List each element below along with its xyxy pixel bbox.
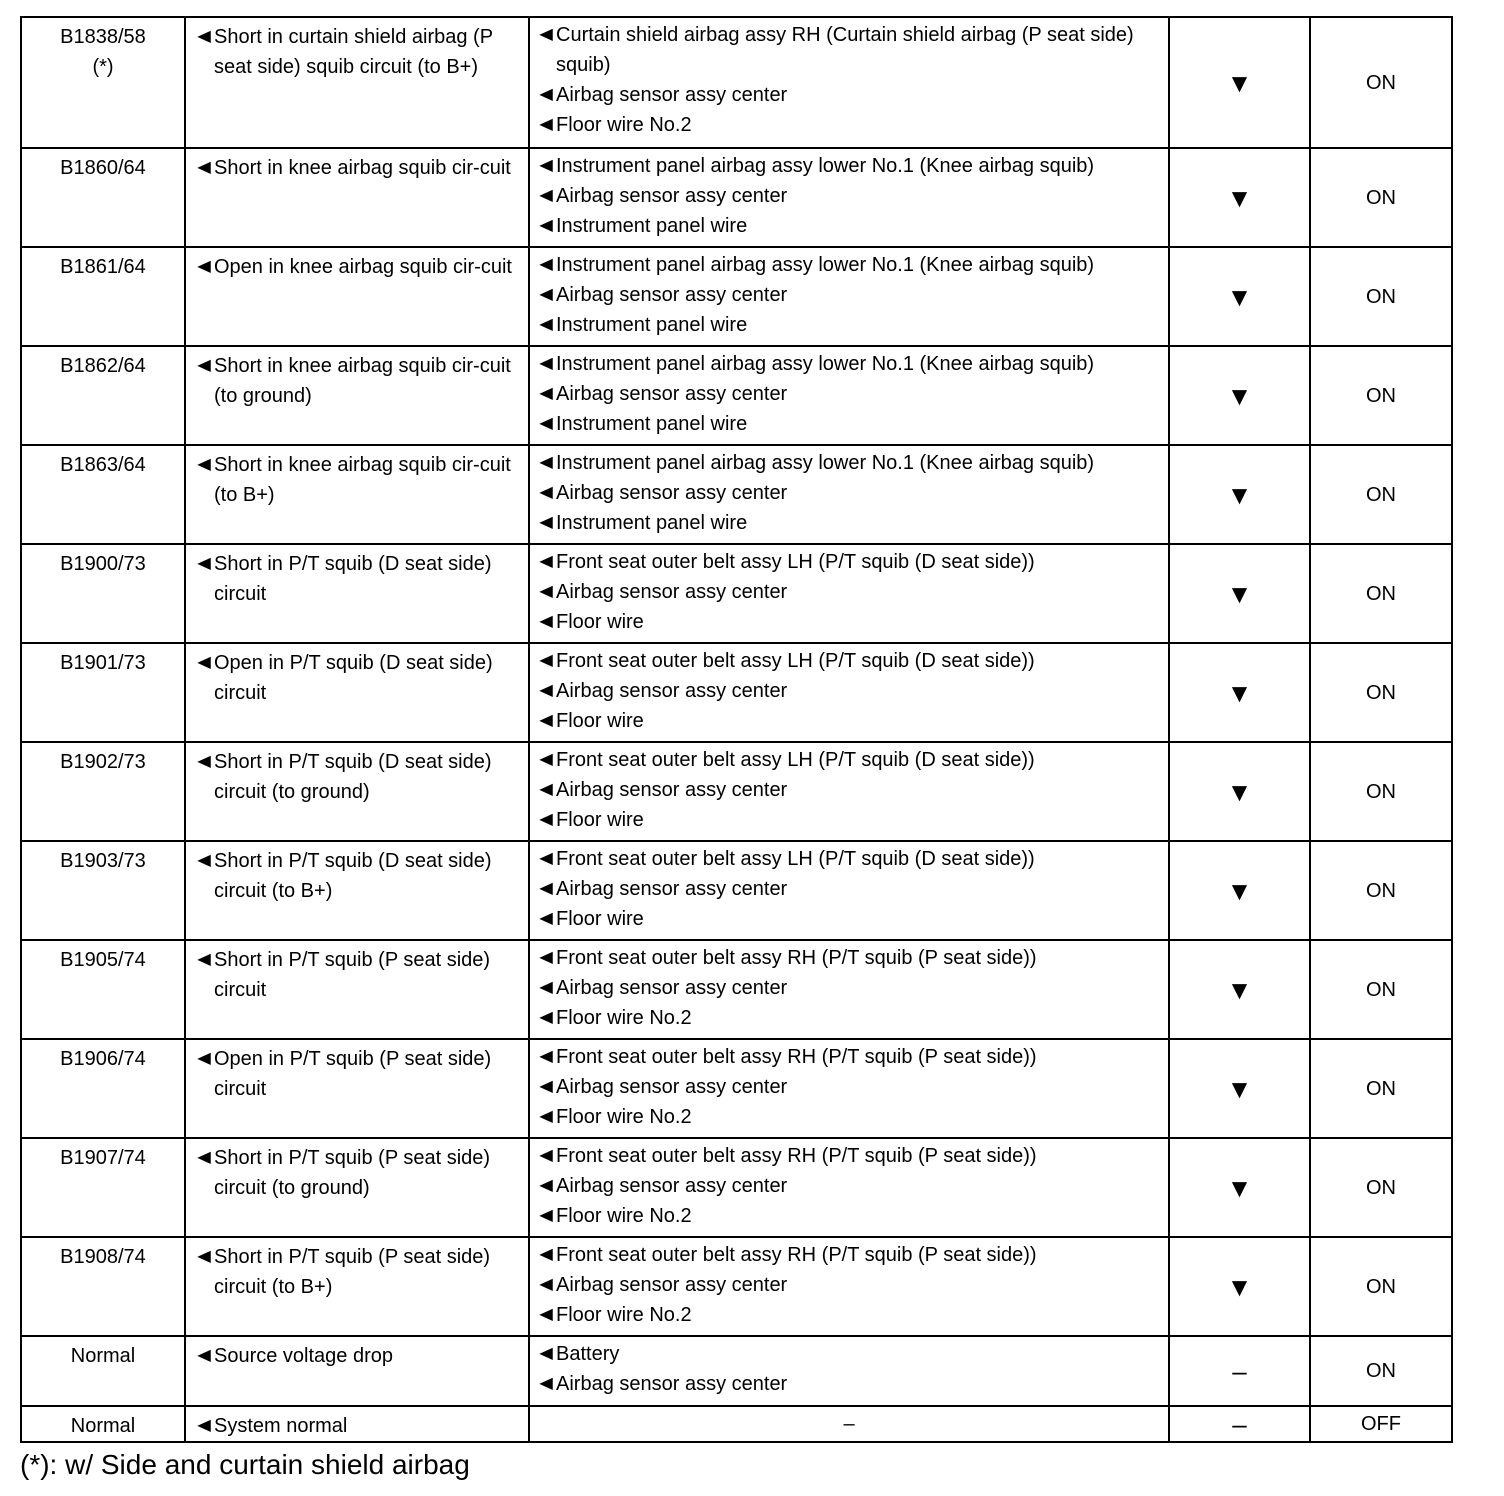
detection-item [198,846,522,906]
dtc-code: B1861/64 [60,256,146,278]
bullet-arrow-icon: ◀ [539,880,553,897]
trouble-area-text: Airbag sensor assy center [556,1373,788,1395]
trouble-area-item [540,250,1164,280]
bullet-arrow-icon: ◀ [539,1375,553,1392]
trouble-area-item [540,676,1164,706]
trouble-area-text: Floor wire No.2 [556,1205,692,1227]
dtc-code-cell [21,17,185,148]
trouble-area-item [540,310,1164,340]
detection-item-cell [185,742,529,841]
bullet-arrow-icon: ◀ [539,187,553,204]
bullet-arrow-icon: ◀ [197,1248,211,1265]
bullet-arrow-icon: ◀ [539,910,553,927]
detection-item-text: Short in P/T squib (D seat side) circuit (to B+) [214,850,492,902]
trouble-area-item [540,844,1164,874]
memory-mark-cell: ▼ [1169,1039,1310,1138]
trouble-area-text: Airbag sensor assy center [556,1175,788,1197]
trouble-area-text: Front seat outer belt assy LH (P/T squib (D seat side)) [556,749,1035,771]
trouble-area-text: Floor wire No.2 [556,114,692,136]
memory-mark-cell: – [1169,1336,1310,1406]
bullet-arrow-icon: ◀ [539,682,553,699]
warning-lamp-cell: ON [1310,841,1452,940]
trouble-area-item [540,1072,1164,1102]
trouble-area-text: Front seat outer belt assy RH (P/T squib (P seat side)) [556,1046,1037,1068]
table-row [21,1138,1452,1237]
detection-item [198,450,522,510]
detection-item [198,1411,522,1441]
trouble-area-item [540,1339,1164,1369]
bullet-arrow-icon: ◀ [197,159,211,176]
trouble-area-item [540,280,1164,310]
bullet-arrow-icon: ◀ [539,1048,553,1065]
detection-item-cell [185,940,529,1039]
trouble-area-text: Airbag sensor assy center [556,581,788,603]
detection-item [198,22,522,82]
trouble-area-cell [529,148,1169,247]
bullet-arrow-icon: ◀ [539,1147,553,1164]
trouble-area-item [540,80,1164,110]
memory-mark-cell: – [1169,1406,1310,1442]
trouble-area-item [540,1201,1164,1231]
dtc-code: (*) [92,56,114,78]
memory-mark-cell: ▼ [1169,247,1310,346]
table-row [21,247,1452,346]
bullet-arrow-icon: ◀ [197,951,211,968]
detection-item-text: Short in P/T squib (D seat side) circuit [214,553,492,605]
memory-mark-cell: ▼ [1169,445,1310,544]
dtc-table-body [21,17,1452,1442]
table-row [21,346,1452,445]
bullet-arrow-icon: ◀ [539,949,553,966]
bullet-arrow-icon: ◀ [539,514,553,531]
dtc-code: B1863/64 [60,454,146,476]
bullet-arrow-icon: ◀ [197,28,211,45]
bullet-arrow-icon: ◀ [539,1246,553,1263]
table-row [21,445,1452,544]
dtc-code: B1906/74 [60,1048,146,1070]
trouble-area-item [540,448,1164,478]
bullet-arrow-icon: ◀ [539,1306,553,1323]
bullet-arrow-icon: ◀ [539,1177,553,1194]
bullet-arrow-icon: ◀ [539,286,553,303]
trouble-area-item [540,547,1164,577]
bullet-arrow-icon: ◀ [539,256,553,273]
trouble-area-text: Airbag sensor assy center [556,977,788,999]
dtc-code: Normal [70,1415,136,1437]
memory-mark-cell: ▼ [1169,643,1310,742]
warning-lamp-cell: ON [1310,17,1452,148]
trouble-area-cell [529,841,1169,940]
trouble-area-text: Instrument panel wire [556,413,748,435]
trouble-area-text: Airbag sensor assy center [556,1076,788,1098]
trouble-area-item [540,1171,1164,1201]
bullet-arrow-icon: ◀ [539,850,553,867]
table-row [21,1237,1452,1336]
trouble-area-item [540,1369,1164,1399]
detection-item-cell [185,841,529,940]
detection-item-text: Source voltage drop [214,1345,394,1367]
bullet-arrow-icon: ◀ [539,116,553,133]
warning-lamp-cell: ON [1310,1039,1452,1138]
memory-mark-cell: ▼ [1169,742,1310,841]
memory-mark-cell: ▼ [1169,841,1310,940]
warning-lamp-cell: ON [1310,940,1452,1039]
memory-mark-cell: ▼ [1169,148,1310,247]
detection-item-cell [185,1039,529,1138]
trouble-area-item [540,577,1164,607]
trouble-area-item [540,1042,1164,1072]
bullet-arrow-icon: ◀ [539,979,553,996]
detection-item-text: Short in curtain shield airbag (P seat side) squib circuit (to B+) [214,26,493,78]
table-row [21,17,1452,148]
detection-item-cell [185,643,529,742]
detection-item-cell [185,148,529,247]
trouble-area-item [540,20,1164,80]
detection-item [198,153,522,183]
dtc-code-cell [21,643,185,742]
bullet-arrow-icon: ◀ [539,583,553,600]
detection-item-cell [185,445,529,544]
trouble-area-item [540,706,1164,736]
detection-item-text: Short in P/T squib (P seat side) circuit [214,949,491,1001]
trouble-area-item [540,1102,1164,1132]
warning-lamp-cell: ON [1310,1138,1452,1237]
detection-item-text: Short in P/T squib (D seat side) circuit (to ground) [214,751,492,803]
detection-item [198,1341,522,1371]
trouble-area-item [540,349,1164,379]
trouble-area-cell [529,1138,1169,1237]
trouble-area-item [540,181,1164,211]
bullet-arrow-icon: ◀ [539,553,553,570]
trouble-area-item [540,409,1164,439]
bullet-arrow-icon: ◀ [539,781,553,798]
dtc-code: B1905/74 [60,949,146,971]
detection-item [198,351,522,411]
table-row [21,841,1452,940]
trouble-area-text: Front seat outer belt assy RH (P/T squib (P seat side)) [556,1244,1037,1266]
dtc-code: B1908/74 [60,1246,146,1268]
bullet-arrow-icon: ◀ [539,652,553,669]
dtc-code-cell [21,247,185,346]
detection-item-text: Short in knee airbag squib cir-cuit [214,157,511,179]
trouble-area-item [540,1300,1164,1330]
trouble-area-item [540,904,1164,934]
detection-item-text: Open in knee airbag squib cir-cuit [214,256,512,278]
dtc-code-cell [21,1336,185,1406]
trouble-area-item [540,745,1164,775]
dtc-code-cell [21,940,185,1039]
trouble-area-item [540,379,1164,409]
trouble-area-item [540,973,1164,1003]
trouble-area-text: Floor wire No.2 [556,1007,692,1029]
dtc-code-cell [21,1237,185,1336]
trouble-area-cell [529,742,1169,841]
trouble-area-text: Front seat outer belt assy LH (P/T squib (D seat side)) [556,551,1035,573]
warning-lamp-cell: OFF [1310,1406,1452,1442]
trouble-area-text: Floor wire No.2 [556,1106,692,1128]
memory-mark-cell: ▼ [1169,17,1310,148]
warning-lamp-cell: ON [1310,445,1452,544]
trouble-area-text: Airbag sensor assy center [556,779,788,801]
trouble-area-text: Floor wire No.2 [556,1304,692,1326]
bullet-arrow-icon: ◀ [539,26,553,43]
trouble-area-item [540,1240,1164,1270]
trouble-area-text: Front seat outer belt assy RH (P/T squib (P seat side)) [556,1145,1037,1167]
bullet-arrow-icon: ◀ [197,753,211,770]
bullet-arrow-icon: ◀ [539,1276,553,1293]
detection-item [198,1143,522,1203]
memory-mark-cell: ▼ [1169,346,1310,445]
trouble-area-cell [529,1336,1169,1406]
bullet-arrow-icon: ◀ [197,1417,211,1434]
trouble-area-text: Airbag sensor assy center [556,84,788,106]
trouble-area-item [540,1141,1164,1171]
dtc-code-cell [21,742,185,841]
bullet-arrow-icon: ◀ [539,1078,553,1095]
bullet-arrow-icon: ◀ [539,484,553,501]
trouble-area-text: Airbag sensor assy center [556,284,788,306]
detection-item-text: System normal [214,1415,348,1437]
warning-lamp-cell: ON [1310,1336,1452,1406]
detection-item [198,549,522,609]
table-row [21,940,1452,1039]
trouble-area-cell [529,643,1169,742]
trouble-area-item [540,805,1164,835]
trouble-area-text: Instrument panel wire [556,314,748,336]
detection-item-text: Open in P/T squib (D seat side) circuit [214,652,493,704]
detection-item [198,1044,522,1104]
bullet-arrow-icon: ◀ [539,1108,553,1125]
table-row [21,148,1452,247]
bullet-arrow-icon: ◀ [197,654,211,671]
trouble-area-cell [529,940,1169,1039]
warning-lamp-cell: ON [1310,1237,1452,1336]
trouble-area-item [540,151,1164,181]
detection-item [198,648,522,708]
dtc-code-cell [21,841,185,940]
trouble-area-text: Floor wire [556,611,644,633]
dtc-code: B1860/64 [60,157,146,179]
trouble-area-text: Instrument panel airbag assy lower No.1 (Knee airbag squib) [556,452,1095,474]
trouble-area-cell [529,346,1169,445]
table-row [21,1336,1452,1406]
trouble-area-item [540,874,1164,904]
memory-mark-cell: ▼ [1169,940,1310,1039]
trouble-area-item [540,1270,1164,1300]
trouble-area-text: Airbag sensor assy center [556,1274,788,1296]
dtc-code-cell [21,1406,185,1442]
detection-item-text: Open in P/T squib (P seat side) circuit [214,1048,492,1100]
memory-mark-cell: ▼ [1169,544,1310,643]
detection-item-cell [185,247,529,346]
bullet-arrow-icon: ◀ [197,852,211,869]
trouble-area-cell [529,445,1169,544]
dtc-code: B1902/73 [60,751,146,773]
memory-mark-cell: ▼ [1169,1138,1310,1237]
warning-lamp-cell: ON [1310,544,1452,643]
bullet-arrow-icon: ◀ [197,258,211,275]
trouble-area-cell [529,247,1169,346]
detection-item-cell [185,1336,529,1406]
trouble-area-text: Airbag sensor assy center [556,878,788,900]
trouble-area-text: Instrument panel airbag assy lower No.1 (Knee airbag squib) [556,254,1095,276]
detection-item-cell [185,346,529,445]
trouble-area-cell: – [529,1406,1169,1442]
trouble-area-text: Curtain shield airbag assy RH (Curtain shield airbag (P seat side) squib) [556,24,1134,76]
trouble-area-item [540,508,1164,538]
detection-item-cell [185,17,529,148]
trouble-area-text: Airbag sensor assy center [556,680,788,702]
dtc-code-cell [21,445,185,544]
dtc-code: B1900/73 [60,553,146,575]
detection-item-text: Short in knee airbag squib cir-cuit (to B+) [214,454,511,506]
bullet-arrow-icon: ◀ [197,555,211,572]
bullet-arrow-icon: ◀ [539,1009,553,1026]
trouble-area-cell [529,1237,1169,1336]
detection-item [198,945,522,1005]
trouble-area-text: Floor wire [556,908,644,930]
trouble-area-text: Floor wire [556,710,644,732]
detection-item-cell [185,544,529,643]
trouble-area-text: Instrument panel airbag assy lower No.1 (Knee airbag squib) [556,353,1095,375]
bullet-arrow-icon: ◀ [197,357,211,374]
detection-item-text: Short in P/T squib (P seat side) circuit (to B+) [214,1246,491,1298]
dtc-code-cell [21,148,185,247]
warning-lamp-cell: ON [1310,247,1452,346]
trouble-area-item [540,646,1164,676]
table-row [21,544,1452,643]
dtc-code: B1903/73 [60,850,146,872]
trouble-area-item [540,607,1164,637]
bullet-arrow-icon: ◀ [539,157,553,174]
detection-item [198,1242,522,1302]
dtc-code: Normal [70,1345,136,1367]
dtc-code: B1901/73 [60,652,146,674]
bullet-arrow-icon: ◀ [539,1345,553,1362]
detection-item-text: Short in P/T squib (P seat side) circuit (to ground) [214,1147,491,1199]
table-row [21,643,1452,742]
bullet-arrow-icon: ◀ [197,1050,211,1067]
dtc-code-cell [21,1138,185,1237]
bullet-arrow-icon: ◀ [539,751,553,768]
detection-item-cell [185,1138,529,1237]
trouble-area-item [540,110,1164,140]
trouble-area-text: Floor wire [556,809,644,831]
dtc-code-cell [21,544,185,643]
bullet-arrow-icon: ◀ [539,217,553,234]
trouble-area-text: Battery [556,1343,620,1365]
trouble-area-text: Front seat outer belt assy LH (P/T squib (D seat side)) [556,650,1035,672]
dtc-code: B1862/64 [60,355,146,377]
detection-item-cell [185,1237,529,1336]
trouble-area-text: Airbag sensor assy center [556,482,788,504]
dtc-code: B1838/58 [60,26,146,48]
warning-lamp-cell: ON [1310,643,1452,742]
table-row [21,742,1452,841]
table-row [21,1039,1452,1138]
detection-item [198,252,522,282]
trouble-area-text: Airbag sensor assy center [556,383,788,405]
dtc-code-cell [21,1039,185,1138]
bullet-arrow-icon: ◀ [539,86,553,103]
trouble-area-item [540,211,1164,241]
warning-lamp-cell: ON [1310,346,1452,445]
table-row [21,1406,1452,1442]
bullet-arrow-icon: ◀ [539,1207,553,1224]
trouble-area-text: Instrument panel airbag assy lower No.1 (Knee airbag squib) [556,155,1095,177]
trouble-area-text: Front seat outer belt assy RH (P/T squib (P seat side)) [556,947,1037,969]
trouble-area-cell [529,544,1169,643]
trouble-area-item [540,775,1164,805]
bullet-arrow-icon: ◀ [539,811,553,828]
footnote: (*): w/ Side and curtain shield airbag [20,1449,470,1480]
detection-item-cell [185,1406,529,1442]
bullet-arrow-icon: ◀ [539,385,553,402]
bullet-arrow-icon: ◀ [539,613,553,630]
bullet-arrow-icon: ◀ [197,456,211,473]
bullet-arrow-icon: ◀ [197,1347,211,1364]
trouble-area-text: Instrument panel wire [556,215,748,237]
memory-mark-cell: ▼ [1169,1237,1310,1336]
bullet-arrow-icon: ◀ [539,355,553,372]
dtc-code-cell [21,346,185,445]
trouble-area-item [540,478,1164,508]
trouble-area-item [540,943,1164,973]
trouble-area-cell [529,1039,1169,1138]
warning-lamp-cell: ON [1310,742,1452,841]
bullet-arrow-icon: ◀ [197,1149,211,1166]
dtc-table [20,16,1453,1443]
detection-item [198,747,522,807]
bullet-arrow-icon: ◀ [539,316,553,333]
bullet-arrow-icon: ◀ [539,712,553,729]
trouble-area-text: Front seat outer belt assy LH (P/T squib (D seat side)) [556,848,1035,870]
trouble-area-text: Airbag sensor assy center [556,185,788,207]
trouble-area-cell [529,17,1169,148]
bullet-arrow-icon: ◀ [539,454,553,471]
trouble-area-item [540,1003,1164,1033]
detection-item-text: Short in knee airbag squib cir-cuit (to ground) [214,355,511,407]
dtc-code: B1907/74 [60,1147,146,1169]
bullet-arrow-icon: ◀ [539,415,553,432]
warning-lamp-cell: ON [1310,148,1452,247]
trouble-area-text: Instrument panel wire [556,512,748,534]
